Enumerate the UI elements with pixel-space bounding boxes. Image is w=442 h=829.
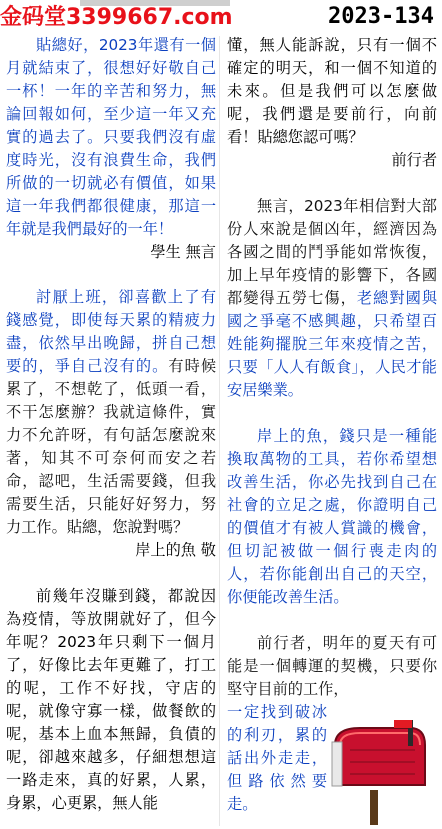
letter-3-continued: 懂，無人能訴說，只有一個不確定的明天，和一個不知道的未來。但是我們可以怎麼做呢，我們還是要前行，向前看！貼總您認可嗎？ (227, 36, 437, 146)
letter-3-text: 前幾年沒賺到錢，都說因為疫情，等放開就好了，但今年呢？2023年只剩下一個月了，好像比去年更難了，打工的呢，工作不好找，守店的呢，就像守寡一樣，做餐飲的呢，基本上血本無歸，負債的呢，卻越來越多，仔細想想這一路走來，真的好累，人累，身累，心更累，無人能 (6, 587, 216, 812)
reply-1-text (227, 195, 437, 402)
right-column (227, 34, 437, 816)
left-column (6, 34, 216, 815)
mailbox-icon (330, 720, 430, 825)
site-logo: 金码堂3399667.com (0, 5, 233, 30)
column-divider (219, 36, 220, 826)
letter-3-signature: 前行者 (391, 151, 437, 169)
reply-3-text-part1: 前行者，明年的夏天有可能是一個轉運的契機，只要你堅守目前的工作， (227, 634, 437, 698)
page-header (0, 0, 442, 34)
reply-1-text-part2: 老總對國與國之爭毫不感興趣，只希望百姓能夠擺脫三年來疫情之苦，只要「人人有飯食」，人民才能安居樂業。 (227, 289, 437, 399)
reply-2-text: 岸上的魚，錢只是一種能換取萬物的工具，若你希望想改善生活，你必先找到自己在社會的立足之處，你證明自己的價值才有被人賞識的機會，但切記被做一個行喪走肉的人，若你能創出自己的天空，你便能改善生活。 (227, 427, 437, 606)
reply-1-text-part1: 無言，2023年相信對大部份人來說是個凶年，經濟因為各國之間的鬥爭能如常恢復，加上早年疫情的影響下，各國都變得五勞七傷， (227, 197, 437, 307)
issue-number: 2023-134 (328, 4, 434, 29)
letter-1-text: 貼總好，2023年還有一個月就結束了，很想好好敬自己一杯！一年的辛苦和努力，無論回報如何，至少這一年又充實的過去了。只要我們沒有虛度時光，沒有浪費生命，我們所做的一切就必有價值，如果這一年我們都很健康，那這一年就是我們最好的一年！ (6, 36, 216, 238)
letter-2-signature: 岸上的魚 敬 (135, 541, 216, 559)
letter-2-text (6, 286, 216, 539)
letter-1-signature: 學生 無言 (150, 243, 216, 261)
letter-2-text-part1: 討厭上班，卻喜歡上了有錢感覺，即使每天累的精疲力盡，依然早出晚歸，拼自己想要的，爭自己沒有的。 (6, 288, 216, 375)
reply-3-text-part2: 一定找到破冰的利刃，累的話出外走走，但路依然要走。 (227, 703, 327, 813)
letter-2-text-part2: 有時候累了，不想乾了，低頭一看，不干怎麼辦？我就這條件，實力不允許呀，有句話怎麼說來著，知其不可奈何而安之若命，認吧，生活需要錢，但我需要生活，只能好好努力，努力工作。貼總，您說對嗎？ (6, 357, 216, 536)
